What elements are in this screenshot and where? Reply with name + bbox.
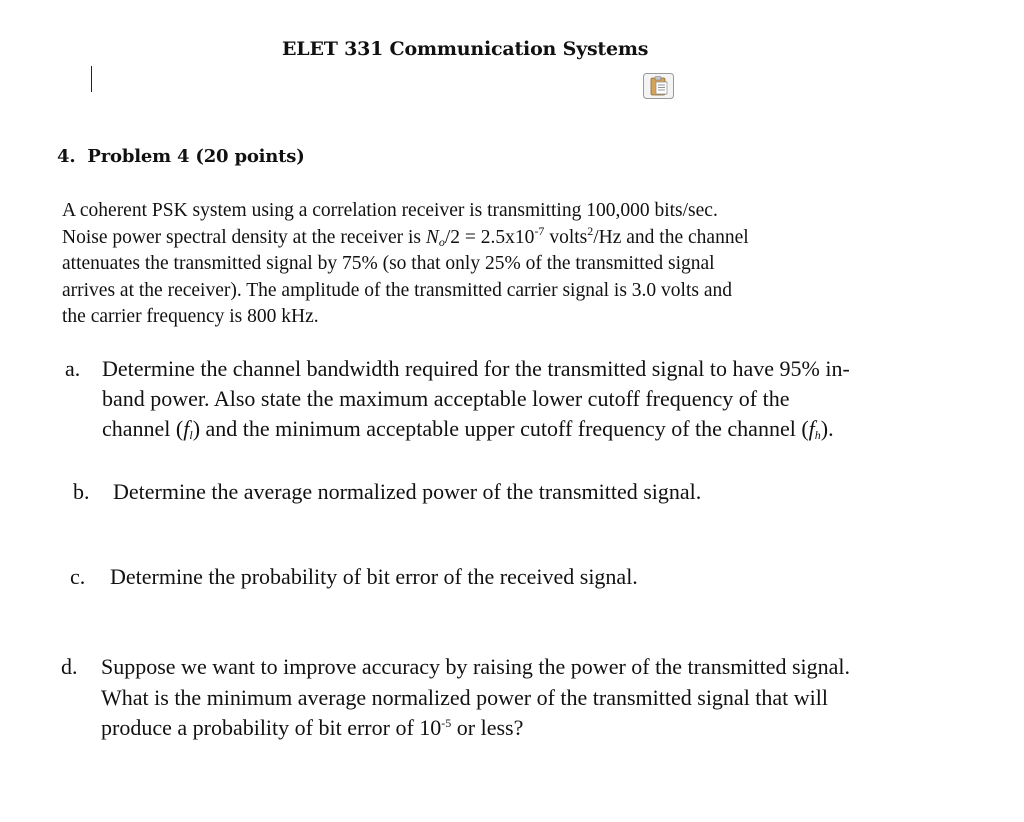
question-text: Determine the probability of bit error of the received signal.	[110, 564, 638, 589]
statement-line-4: arrives at the receiver). The amplitude of the transmitted carrier signal is 3.0 volts and	[62, 279, 732, 301]
statement-text: Noise power spectral density at the receiver is	[62, 226, 426, 248]
question-a	[65, 354, 850, 444]
question-a-line-2: band power. Also state the maximum acceptable lower cutoff frequency of the	[102, 386, 790, 411]
question-a-line-3	[65, 414, 850, 444]
freq-subscript: l	[189, 428, 193, 442]
freq-subscript: h	[814, 428, 821, 442]
problem-title: Problem 4 (20 points)	[87, 146, 305, 167]
question-text: channel (	[102, 416, 184, 441]
statement-text: volts	[544, 226, 588, 248]
statement-text: /2 = 2.5x10	[444, 226, 535, 248]
question-d-line-1	[61, 652, 850, 683]
question-marker: a.	[65, 356, 81, 381]
problem-heading	[57, 146, 305, 167]
question-text: ) and the minimum acceptable upper cutoff frequency of the channel (	[192, 416, 809, 441]
freq-symbol: f	[183, 416, 190, 441]
question-c	[70, 564, 638, 590]
question-marker: b.	[73, 479, 90, 504]
question-marker: d.	[61, 654, 78, 679]
noise-subscript: o	[438, 234, 445, 249]
text-cursor	[91, 66, 92, 92]
question-text: or less?	[451, 715, 524, 740]
question-d-line-2: What is the minimum average normalized power of the transmitted signal that will	[101, 684, 829, 710]
statement-line-3: attenuates the transmitted signal by 75% (so that only 25% of the transmitted signal	[62, 253, 715, 274]
question-b	[73, 479, 701, 505]
statement-line-5: the carrier frequency is 800 kHz.	[62, 306, 319, 327]
clipboard-paste-icon[interactable]	[643, 73, 674, 99]
noise-symbol: N	[425, 226, 439, 248]
question-text: Suppose we want to improve accuracy by raising the power of the transmitted signal.	[101, 654, 851, 679]
statement-text: /Hz and the channel	[593, 226, 749, 248]
problem-statement	[62, 198, 862, 331]
question-text: produce a probability of bit error of 10	[101, 715, 442, 740]
exponent: -7	[534, 223, 545, 238]
question-text: Determine the channel bandwidth required for the transmitted signal to have 95% in-	[102, 356, 850, 381]
statement-line-2	[62, 225, 862, 252]
question-a-line-1	[65, 354, 850, 384]
question-d-line-3	[61, 713, 850, 744]
question-marker: c.	[70, 564, 86, 589]
question-text: Determine the average normalized power of the transmitted signal.	[113, 479, 702, 504]
exponent: 2	[587, 223, 594, 238]
question-text: ).	[820, 416, 834, 441]
statement-line-1: A coherent PSK system using a correlation receiver is transmitting 100,000 bits/sec.	[62, 200, 718, 221]
freq-symbol: f	[808, 416, 815, 441]
document-title: ELET 331 Communication Systems	[282, 38, 649, 60]
question-d	[61, 652, 850, 744]
problem-number: 4.	[57, 146, 76, 167]
exponent: -5	[441, 716, 452, 730]
